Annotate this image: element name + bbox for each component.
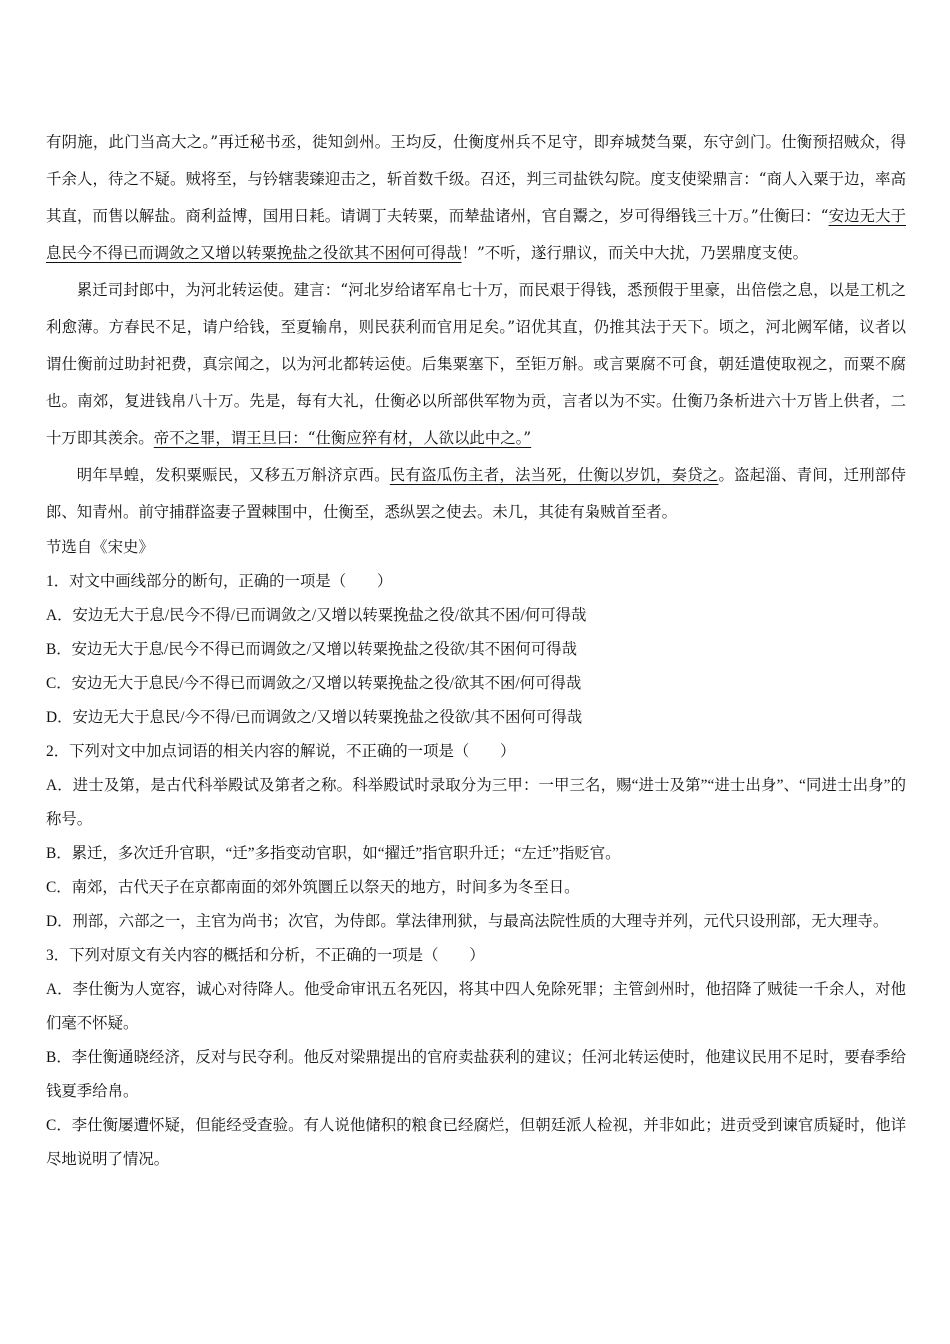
passage-paragraph-2 [46, 272, 906, 457]
underlined-sentence: 安边无大于息民今不得已而调敛之又增以转粟挽盐之役欲其不困何可得哉 [46, 207, 906, 262]
passage-text: 。盗起淄、青间，迁刑部侍郎、知青州。前守捕群盗妻子置棘围中，仕衡至，悉纵罢之使去。未几，其徒有枭贼首至者。 [46, 466, 906, 521]
passage-text: 累迁司封郎中，为河北转运使。建言：“河北岁给诸军帛七十万，而民艰于得钱，悉预假于里豪，出倍偿之息，以是工机之利愈薄。方春民不足，请户给钱，至夏输帛，则民获利而官用足矣。”诏优其直，仍推其法于天下。顷之，河北阙军储，议者以谓仕衡前过助封祀费，真宗闻之，以为河北都转运使。后集粟塞下，至钜万斛。或言粟腐不可食，朝廷遣使取视之，而粟不腐也。南郊，复进钱帛八十万。先是，每有大礼，仕衡必以所部供军物为贡，言者以为不实。仕衡乃条析进六十万皆上供者，二十万即其羡余。 [46, 281, 906, 447]
question-1-option-d: D．安边无大于息民/今不得/已而调敛之/又增以转粟挽盐之役欲/其不困何可得哉 [46, 709, 583, 726]
document-page [46, 124, 906, 1177]
passage-paragraph-3 [46, 457, 906, 531]
question-1-option-c: C．安边无大于息民/今不得已而调敛之/又增以转粟挽盐之役/欲其不困/何可得哉 [46, 675, 582, 692]
passage-text: 有阴施，此门当高大之。”再迁秘书丞，徙知剑州。王均反，仕衡度州兵不足守，即弃城焚刍粟，东守剑门。仕衡预招贼众，得千余人，待之不疑。贼将至，与钤辖裴臻迎击之，斩首数千级。召还，判三司盐铁勾院。度支使梁鼎言：“商人入粟于边，率高其直，而售以解盐。商利益博，国用日耗。请调丁夫转粟，而辇盐诸州，官自鬻之，岁可得缗钱三十万。”仕衡曰：“ [46, 133, 906, 225]
underlined-sentence: 民有盗瓜伤主者，法当死，仕衡以岁饥，奏贷之 [389, 466, 719, 484]
question-2-option-a: A．进士及第，是古代科举殿试及第者之称。科举殿试时录取分为三甲：一甲三名，赐“进士及第”“进士出身”、“同进士出身”的称号。 [46, 777, 906, 828]
question-2-option-c: C．南郊，古代天子在京都南面的郊外筑圜丘以祭天的地方，时间多为冬至日。 [46, 879, 580, 896]
question-2-option-b: B．累迁，多次迁升官职，“迁”多指变动官职，如“擢迁”指官职升迁；“左迁”指贬官。 [46, 845, 621, 862]
source-citation: 节选自《宋史》 [46, 539, 154, 556]
question-3-option-a: A．李仕衡为人宽容，诚心对待降人。他受命审讯五名死囚，将其中四人免除死罪；主管剑州时，他招降了贼徒一千余人，对他们毫不怀疑。 [46, 981, 906, 1032]
passage-text: ！”不听，遂行鼎议，而关中大扰，乃罢鼎度支使。 [461, 244, 809, 262]
question-3-option-b: B．李仕衡通晓经济，反对与民夺利。他反对梁鼎提出的官府卖盐获利的建议；任河北转运使时，他建议民用不足时，要春季给钱夏季给帛。 [46, 1049, 906, 1100]
passage-paragraph-1 [46, 124, 906, 272]
question-3-option-c: C．李仕衡屡遭怀疑，但能经受查验。有人说他储积的粮食已经腐烂，但朝廷派人检视，并非如此；进贡受到谏官质疑时，他详尽地说明了情况。 [46, 1117, 906, 1168]
question-2-stem: 2．下列对文中加点词语的相关内容的解说，不正确的一项是（ ） [46, 743, 516, 760]
question-1-stem: 1．对文中画线部分的断句，正确的一项是（ ） [46, 573, 393, 590]
question-1-option-a: A．安边无大于息/民今不得/已而调敛之/又增以转粟挽盐之役/欲其不困/何可得哉 [46, 607, 587, 624]
question-2-option-d: D．刑部，六部之一，主官为尚书；次官，为侍郎。掌法律刑狱，与最高法院性质的大理寺并列，元代只设刑部，无大理寺。 [46, 913, 889, 930]
passage-text: 明年旱蝗，发积粟赈民，又移五万斛济京西。 [76, 466, 390, 484]
underlined-sentence: 帝不之罪，谓王旦曰：“仕衡应猝有材，人欲以此中之。” [153, 429, 532, 447]
question-3-stem: 3．下列对原文有关内容的概括和分析，不正确的一项是（ ） [46, 947, 485, 964]
question-1-option-b: B．安边无大于息/民今不得已而调敛之/又增以转粟挽盐之役欲/其不困何可得哉 [46, 641, 577, 658]
